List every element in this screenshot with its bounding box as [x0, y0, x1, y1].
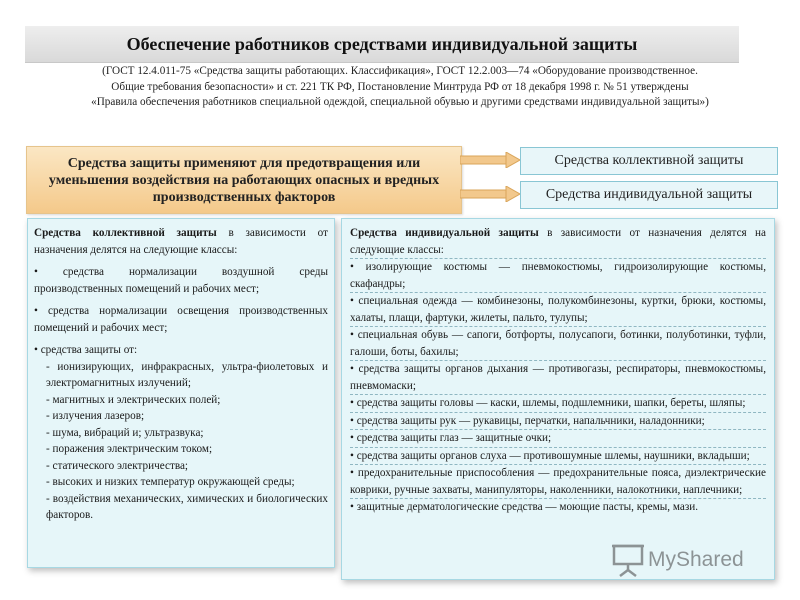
subtitle-line: Общие требования безопасности» и ст. 221 ТК РФ, Постановление Минтруда РФ от 18 декабря 1998 г. № 51 утверждены — [111, 80, 689, 93]
list-item: • специальная обувь — сапоги, ботфорты, полусапоги, ботинки, полуботинки, туфли, галоши, боты, бахилы; — [350, 326, 766, 360]
panel-intro-bold: Средства коллективной защиты — [34, 227, 217, 239]
list-item: • средства нормализации освещения производственных помещений и рабочих мест; — [34, 305, 328, 334]
sub-item: - излучения лазеров; — [46, 410, 145, 422]
title-bar — [25, 26, 739, 63]
panel-intro — [34, 225, 328, 258]
list-item: • средства защиты от: — [34, 344, 138, 356]
list-item: • средства защиты глаз — защитные очки; — [350, 429, 766, 447]
individual-protection-panel — [341, 218, 775, 580]
list-item: • средства защиты головы — каски, шлемы, подшлемники, шапки, береты, шляпы; — [350, 394, 766, 412]
sub-item: - ионизирующих, инфракрасных, ультра-фиолетовых и электромагнитных излучений; — [46, 360, 328, 389]
sub-item: - поражения электрическим током; — [46, 443, 213, 455]
watermark — [612, 540, 762, 580]
individual-protection-label: Средства индивидуальной защиты — [520, 181, 778, 209]
list-item: • предохранительные приспособления — предохранительные пояса, диэлектрические коврики, ручные захваты, манипуляторы, наколенники, налокотники, наплечники; — [350, 464, 766, 498]
list-item: • средства защиты органов дыхания — противогазы, респираторы, пневмокостюмы, пневмомаски; — [350, 360, 766, 394]
sub-item: - статического электричества; — [46, 459, 189, 472]
list-item: • средства защиты органов слуха — противошумные шлемы, наушники, вкладыши; — [350, 447, 766, 465]
list-item: • специальная одежда — комбинезоны, полукомбинезоны, куртки, брюки, костюмы, халаты, плащи, фартуки, жилеты, пальто, тулупы; — [350, 292, 766, 326]
collective-protection-label: Средства коллективной защиты — [520, 147, 778, 175]
panel-intro-rest: в зависимости от назначения делятся на следующие классы: — [34, 227, 328, 256]
panel-intro — [350, 225, 766, 258]
sub-item: - воздействия механических, химических и биологических факторов. — [46, 492, 328, 521]
highlight-box — [26, 146, 462, 214]
presentation-icon — [612, 543, 644, 577]
sub-item: - шума, вибраций и; ультразвука; — [46, 426, 204, 439]
list-item: • защитные дерматологические средства — моющие пасты, кремы, мази. — [350, 498, 766, 516]
panel-intro-bold: Средства индивидуальной защиты — [350, 227, 539, 239]
highlight-text: Средства защиты применяют для предотвращения или уменьшения воздействия на работающих опасных и вредных производственных факторов — [48, 155, 440, 205]
sub-item: - магнитных и электрических полей; — [46, 393, 221, 406]
watermark-text: MyShared — [648, 548, 744, 571]
list-item: • изолирующие костюмы — пневмокостюмы, гидроизолирующие костюмы, скафандры; — [350, 258, 766, 292]
list-item: • средства защиты рук — рукавицы, перчатки, напальчники, наладонники; — [350, 412, 766, 430]
sub-item: - высоких и низких температур окружающей среды; — [46, 476, 295, 488]
list-item: • средства нормализации воздушной среды производственных помещений и рабочих мест; — [34, 266, 328, 295]
arrow-right-icon — [460, 152, 520, 168]
subtitle-line: (ГОСТ 12.4.011-75 «Средства защиты работающих. Классификация», ГОСТ 12.2.003—74 «Оборудование производственное. — [102, 65, 698, 77]
page-title: Обеспечение работников средствами индивидуальной защиты — [126, 33, 638, 54]
arrow-right-icon — [460, 186, 520, 202]
panel-intro-rest: в зависимости от назначения делятся на следующие классы: — [350, 227, 766, 256]
subtitle-line: «Правила обеспечения работников специальной одеждой, специальной обувью и другими средствами индивидуальной защиты») — [91, 96, 709, 108]
subtitle — [22, 64, 778, 111]
collective-protection-panel — [27, 218, 335, 568]
